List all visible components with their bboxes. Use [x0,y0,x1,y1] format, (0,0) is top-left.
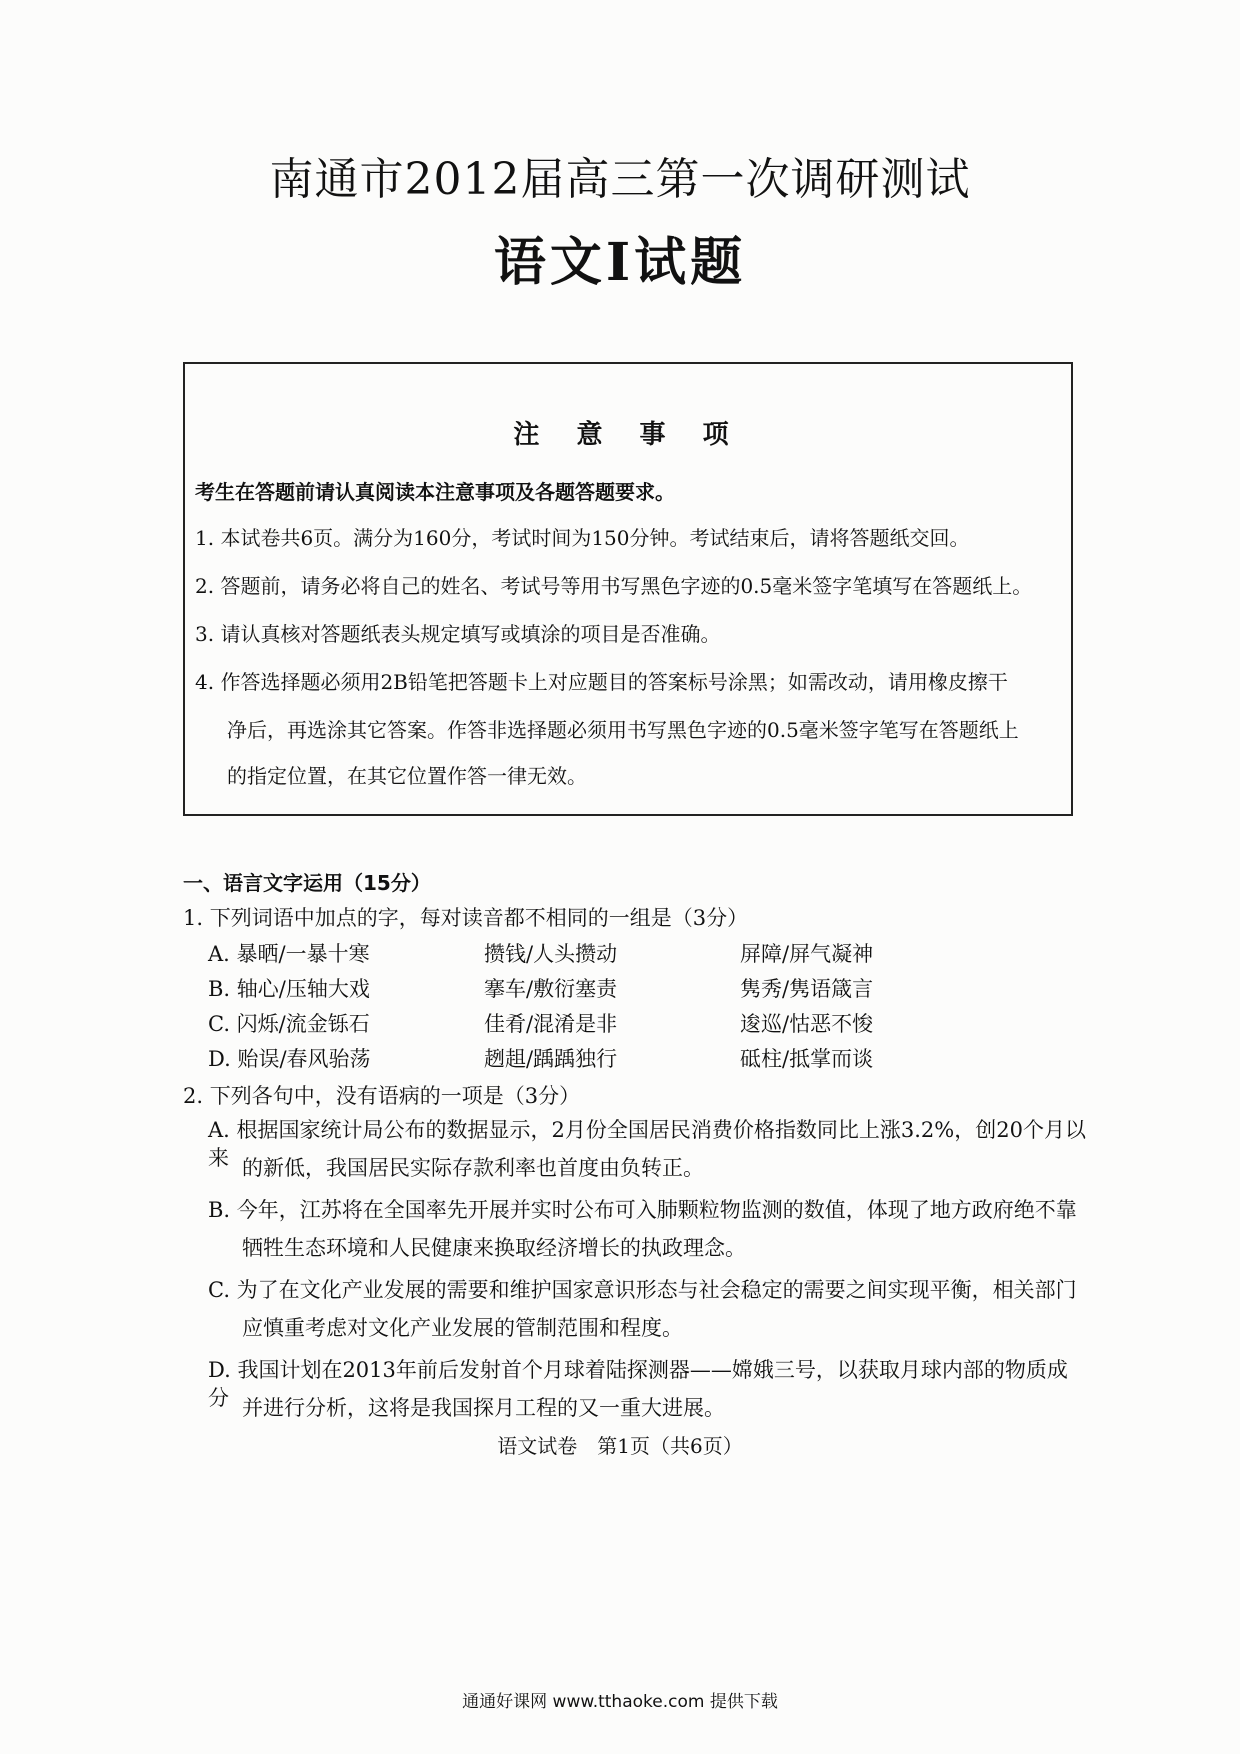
exam-title: 南通市2012届高三第一次调研测试 [269,154,971,205]
q2-option-b-cont: 牺牲生态环境和人民健康来换取经济增长的执政理念。 [242,1236,746,1260]
q1-option-row-c [208,1008,908,1038]
question-2-stem: 2. 下列各句中，没有语病的一项是（3分） [183,1084,581,1108]
q1-option-row-d [208,1043,908,1073]
q2-option-c: C. 为了在文化产业发展的需要和维护国家意识形态与社会稳定的需要之间实现平衡，相关部门 [208,1278,1077,1302]
q1-option-a-1: A. 暴晒/一暴十寒 [208,942,370,966]
notice-heading: 注 意 事 项 [513,420,743,450]
q1-option-c-1: C. 闪烁/流金铄石 [208,1012,370,1036]
q2-option-a: A. 根据国家统计局公布的数据显示，2月份全国居民消费价格指数同比上涨3.2%，创20个月以来 [208,1118,1086,1170]
q1-option-b-3: 隽秀/隽语箴言 [740,977,874,1001]
notice-item-4: 4. 作答选择题必须用2B铅笔把答题卡上对应题目的答案标号涂黑；如需改动，请用橡皮擦干 [195,670,1008,694]
notice-item-1: 1. 本试卷共6页。满分为160分，考试时间为150分钟。考试结束后，请将答题纸交回。 [195,526,970,550]
notice-box [183,362,1073,816]
q1-option-c-3: 逡巡/怙恶不悛 [740,1012,874,1036]
q1-option-b-2: 搴车/敷衍塞责 [484,977,618,1001]
q1-option-c-2: 佳肴/混淆是非 [484,1012,618,1036]
q1-option-d-3: 砥柱/抵掌而谈 [740,1047,874,1071]
exam-subtitle: 语文Ⅰ试题 [493,232,747,293]
notice-intro: 考生在答题前请认真阅读本注意事项及各题答题要求。 [195,480,675,504]
q2-option-d-cont: 并进行分析，这将是我国探月工程的又一重大进展。 [242,1396,725,1420]
q2-option-b: B. 今年，江苏将在全国率先开展并实时公布可入肺颗粒物监测的数值，体现了地方政府绝不靠 [208,1198,1077,1222]
q1-option-a-3: 屏障/屏气凝神 [740,942,874,966]
q1-option-a-2: 攒钱/人头攒动 [484,942,618,966]
download-watermark: 通通好课网 www.tthaoke.com 提供下载 [462,1692,778,1712]
notice-item-4-cont-1: 净后，再选涂其它答案。作答非选择题必须用书写黑色字迹的0.5毫米签字笔写在答题纸上 [227,718,1019,742]
q1-option-b-1: B. 轴心/压轴大戏 [208,977,370,1001]
notice-item-3: 3. 请认真核对答题纸表头规定填写或填涂的项目是否准确。 [195,622,721,646]
q1-option-d-2: 趔趄/踽踽独行 [484,1047,618,1071]
notice-item-2: 2. 答题前，请务必将自己的姓名、考试号等用书写黑色字迹的0.5毫米签字笔填写在答题纸上。 [195,574,1033,598]
question-1-stem: 1. 下列词语中加点的字，每对读音都不相同的一组是（3分） [183,906,749,930]
q1-option-row-a [208,938,908,968]
q2-option-a-cont: 的新低，我国居民实际存款利率也首度由负转正。 [242,1156,704,1180]
q2-option-c-cont: 应慎重考虑对文化产业发展的管制范围和程度。 [242,1316,683,1340]
page-footer: 语文试卷 第1页（共6页） [497,1434,743,1458]
q1-option-d-1: D. 贻误/春风骀荡 [208,1047,371,1071]
q2-option-d: D. 我国计划在2013年前后发射首个月球着陆探测器——嫦娥三号，以获取月球内部的物质成分 [208,1358,1068,1410]
q1-option-row-b [208,973,908,1003]
section-heading: 一、语言文字运用（15分） [183,871,431,895]
notice-item-4-cont-2: 的指定位置，在其它位置作答一律无效。 [227,764,587,788]
